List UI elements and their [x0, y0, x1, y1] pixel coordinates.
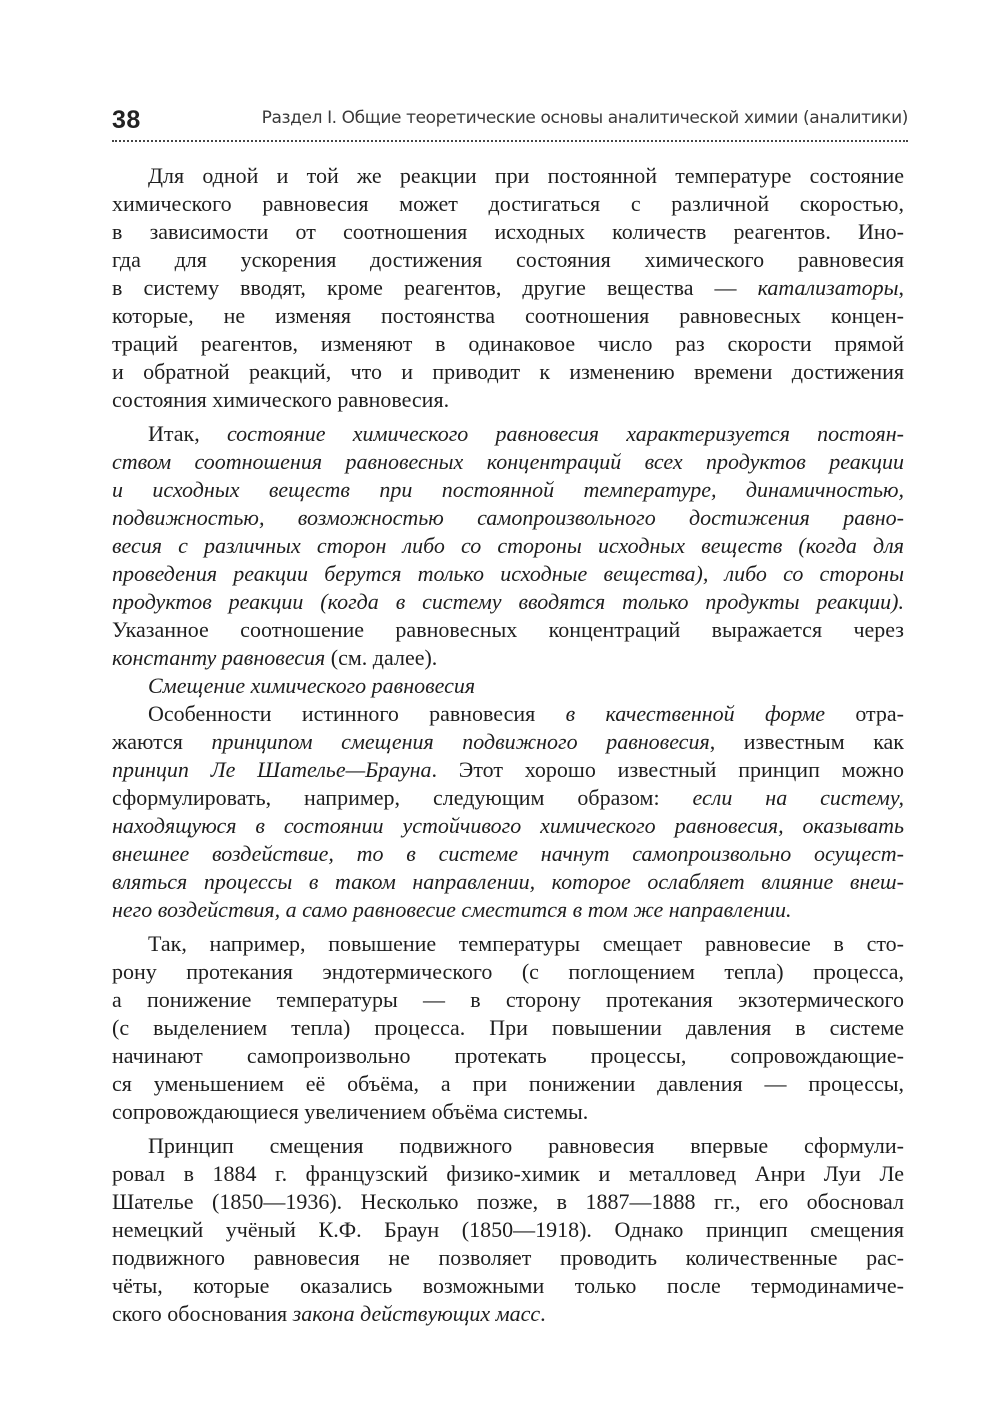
text-line: Так, например, повышение температуры смещает равновесие в сто-	[148, 931, 904, 956]
header-dotted-rule	[112, 140, 908, 142]
term-equilibrium-constant: константу равновесия	[112, 645, 326, 670]
text-line: и обратной реакций, что и приводит к изменению времени достижения	[112, 359, 904, 384]
text-line: ровал в 1884 г. французский физико-химик и металловед Анри Луи Ле	[112, 1161, 904, 1186]
text-line: химического равновесия может достигаться с различной скоростью,	[112, 191, 904, 216]
text-line: вляться процессы в таком направлении, которое ослабляет влияние внеш-	[112, 869, 904, 894]
text-line: чёты, которые оказались возможными только после термодинамиче-	[112, 1273, 904, 1298]
text-line: состояния химического равновесия.	[112, 387, 450, 412]
term-law-of-mass-action: закона действующих масс	[292, 1301, 541, 1326]
text-line: подвижного равновесия не позволяет проводить количественные рас-	[112, 1245, 904, 1270]
text-line: Особенности истинного равновесия в качественной форме отра-	[148, 701, 904, 726]
text-line: Шателье (1850—1936). Несколько позже, в 1887—1888 гг., его обосновал	[112, 1189, 904, 1214]
paragraph-temperature-pressure	[112, 930, 904, 1126]
paragraph-le-chatelier	[112, 700, 904, 924]
paragraph-equilibrium-definition	[112, 420, 904, 672]
text-line: весия с различных сторон либо со стороны исходных веществ (когда для	[112, 533, 904, 558]
text-line: него воздействия, а само равновесие сместится в том же направлении.	[112, 897, 792, 922]
body-text	[112, 162, 904, 1328]
text-line: проведения реакции берутся только исходные вещества), либо со стороны	[112, 561, 904, 586]
text-line: Указанное соотношение равновесных концентраций выражается через	[112, 617, 904, 642]
text-line: ского обоснования закона действующих масс.	[112, 1301, 546, 1326]
text-line: константу равновесия (см. далее).	[112, 645, 438, 670]
text-line: в зависимости от соотношения исходных количеств реагентов. Ино-	[112, 219, 904, 244]
text-line: Итак, состояние химического равновесия характеризуется постоян-	[148, 421, 904, 446]
text-line: сопровождающиеся увеличением объёма системы.	[112, 1099, 589, 1124]
text-line: рону протекания эндотермического (с поглощением тепла) процесса,	[112, 959, 904, 984]
text-line: ством соотношения равновесных концентраций всех продуктов реакции	[112, 449, 904, 474]
text-line: (с выделением тепла) процесса. При повышении давления в системе	[112, 1015, 904, 1040]
paragraph-history	[112, 1132, 904, 1328]
text-line: в систему вводят, кроме реагентов, другие вещества — катализаторы,	[112, 275, 904, 300]
subheading-equilibrium-shift: Смещение химического равновесия	[148, 673, 476, 698]
text-line: внешнее воздействие, то в системе начнут самопроизвольно осущест-	[112, 841, 904, 866]
text-line: принцип Ле Шателье—Брауна. Этот хорошо известный принцип можно	[112, 757, 904, 782]
text-line: находящуюся в состоянии устойчивого химического равновесия, оказывать	[112, 813, 904, 838]
text-line: сформулировать, например, следующим образом: если на систему,	[112, 785, 904, 810]
text-line: которые, не изменяя постоянства соотношения равновесных концен-	[112, 303, 904, 328]
text-line: гда для ускорения достижения состояния химического равновесия	[112, 247, 904, 272]
text-line: ся уменьшением её объёма, а при понижении давления — процессы,	[112, 1071, 904, 1096]
text-line: жаются принципом смещения подвижного равновесия, известным как	[112, 729, 904, 754]
term-catalysts: катализаторы	[757, 275, 899, 300]
text-line: а понижение температуры — в сторону протекания экзотермического	[112, 987, 904, 1012]
text-line: немецкий учёный К.Ф. Браун (1850—1918). Однако принцип смещения	[112, 1217, 904, 1242]
text-line: и исходных веществ при постоянной температуре, динамичностью,	[112, 477, 904, 502]
text-line: продуктов реакции (когда в систему вводятся только продукты реакции).	[112, 589, 904, 614]
text-line: Для одной и той же реакции при постоянной температуре состояние	[148, 163, 904, 188]
paragraph-equilibrium-rate	[112, 162, 904, 414]
page-number: 38	[112, 106, 141, 134]
text-line: Принцип смещения подвижного равновесия впервые сформули-	[148, 1133, 904, 1158]
text-line: начинают самопроизвольно протекать процессы, сопровождающие-	[112, 1043, 904, 1068]
page-header	[112, 104, 908, 138]
running-title: Раздел I. Общие теоретические основы аналитической химии (аналитики)	[261, 108, 908, 128]
text-line: траций реагентов, изменяют в одинаковое число раз скорости прямой	[112, 331, 904, 356]
text-line: подвижностью, возможностью самопроизвольного достижения равно-	[112, 505, 904, 530]
